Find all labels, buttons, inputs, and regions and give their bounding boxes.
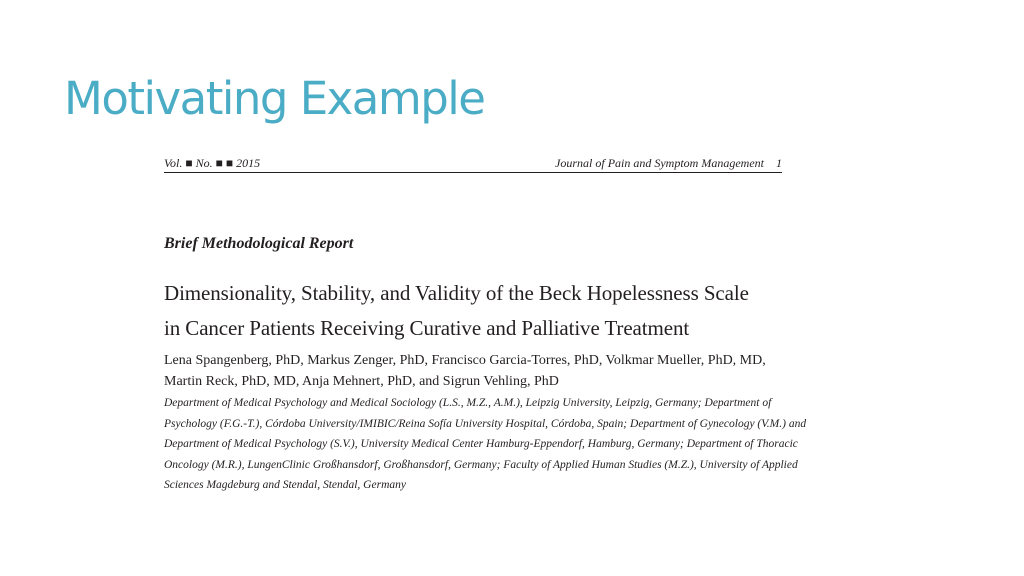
section-label: Brief Methodological Report	[164, 235, 354, 252]
author-line: Lena Spangenberg, PhD, Markus Zenger, PhD, Francisco Garcia-Torres, PhD, Volkmar Mueller, PhD, MD,	[164, 353, 766, 368]
journal-citation	[555, 156, 782, 171]
affiliation-list	[164, 393, 807, 496]
affiliation-line: Oncology (M.R.), LungenClinic Großhansdorf, Großhansdorf, Germany; Faculty of Applied Human Studies (M.Z.), University of Applied	[164, 458, 798, 471]
affiliation-line: Psychology (F.G.-T.), Córdoba University/IMIBIC/Reina Sofía University Hospital, Córdoba, Spain; Department of Gynecology (V.M.) and	[164, 417, 807, 430]
article-title	[164, 276, 782, 346]
author-line: Martin Reck, PhD, MD, Anja Mehnert, PhD, and Sigrun Vehling, PhD	[164, 374, 559, 389]
running-header	[164, 154, 782, 173]
journal-name: Journal of Pain and Symptom Management	[555, 156, 764, 170]
affiliation-line: Department of Medical Psychology (S.V.), University Medical Center Hamburg-Eppendorf, Hamburg, Germany; Department of Thoracic	[164, 438, 798, 450]
author-list	[164, 350, 782, 392]
article-title-line: Dimensionality, Stability, and Validity of the Beck Hopelessness Scale	[164, 281, 749, 305]
affiliation-line: Department of Medical Psychology and Medical Sociology (L.S., M.Z., A.M.), Leipzig University, Leipzig, Germany; Department of	[164, 397, 772, 409]
affiliation-line: Sciences Magdeburg and Stendal, Stendal, Germany	[164, 479, 406, 491]
paper-excerpt	[164, 154, 807, 496]
slide-title: Motivating Example	[64, 72, 485, 125]
page-number: 1	[776, 156, 782, 170]
volume-issue-year: Vol. ■ No. ■ ■ 2015	[164, 156, 261, 170]
article-title-line: in Cancer Patients Receiving Curative and Palliative Treatment	[164, 316, 690, 340]
